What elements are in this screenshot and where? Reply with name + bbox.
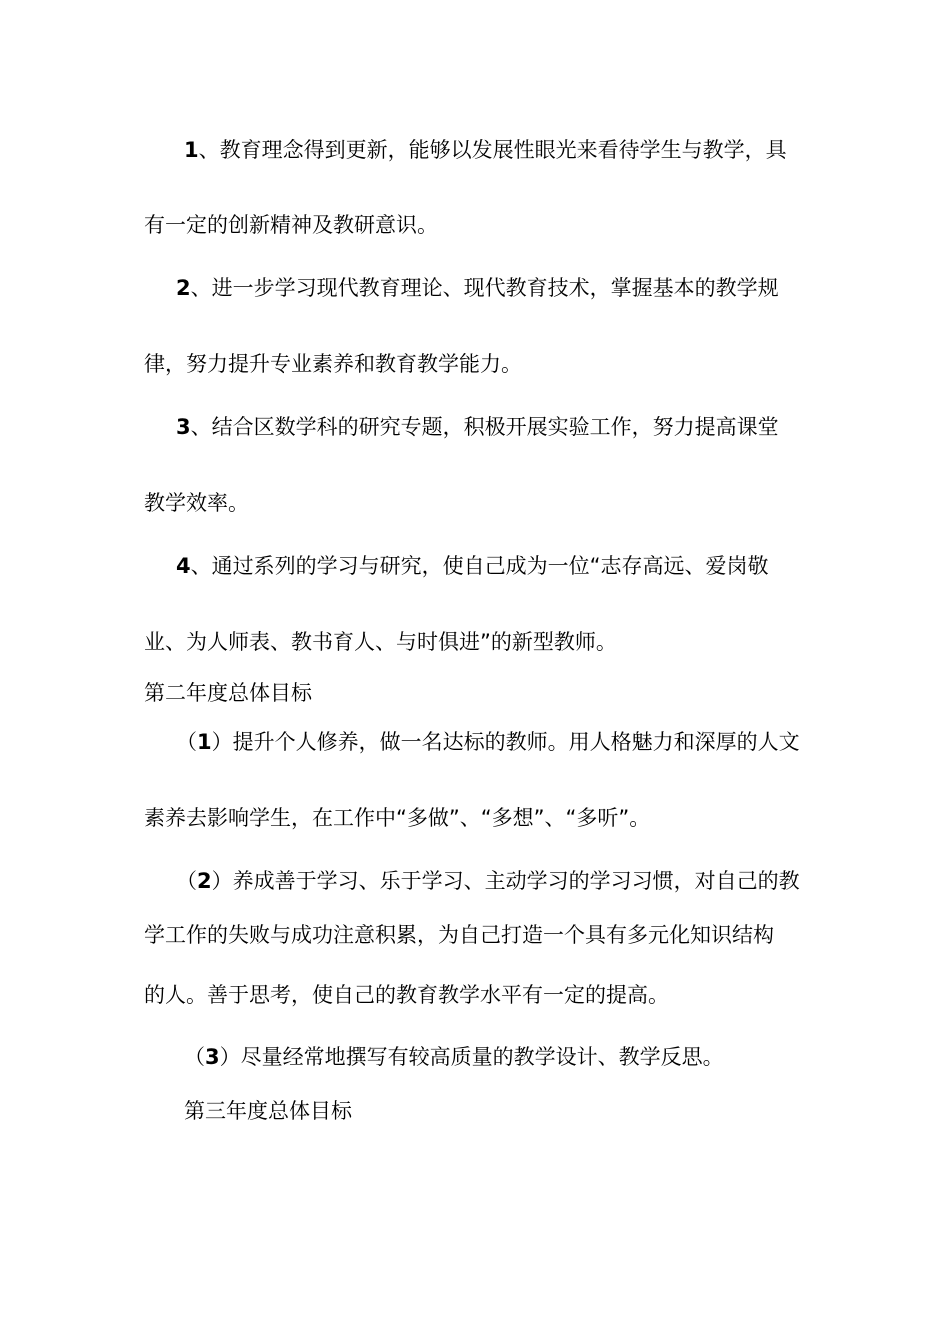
paragraph-4-line-2: 业、为人师表、教书育人、与时俱进”的新型教师。 <box>144 630 617 654</box>
paragraph-2-line-2: 律，努力提升专业素养和教育教学能力。 <box>144 352 522 376</box>
paragraph-text: 、结合区数学科的研究专题，积极开展实验工作，努力提高课堂 <box>190 415 779 439</box>
item-number: 2 <box>197 869 212 893</box>
paragraph-1-line-1 <box>184 135 814 165</box>
paragraph-2-line-1 <box>176 273 814 303</box>
open-paren: （ <box>176 730 197 754</box>
item-number: 1 <box>197 730 212 754</box>
paragraph-text: 、进一步学习现代教育理论、现代教育技术，掌握基本的教学规 <box>190 276 779 300</box>
goal-1-line-1 <box>176 727 814 757</box>
goal-2-line-3: 的人。善于思考，使自己的教育教学水平有一定的提高。 <box>144 983 669 1007</box>
goal-3-line-1 <box>184 1042 814 1072</box>
goal-2-line-1 <box>176 866 814 896</box>
paragraph-3-line-1 <box>176 412 814 442</box>
goal-1-line-2: 素养去影响学生，在工作中“多做”、“多想”、“多听”。 <box>144 806 651 830</box>
paragraph-text: 、通过系列的学习与研究，使自己成为一位“志存高远、爱岗敬 <box>190 554 769 578</box>
section-heading-year-3: 第三年度总体目标 <box>184 1099 352 1123</box>
paragraph-3-line-2: 教学效率。 <box>144 491 249 515</box>
item-number: 2 <box>176 276 191 300</box>
goal-text: ）养成善于学习、乐于学习、主动学习的学习习惯，对自己的教 <box>211 869 800 893</box>
goal-text: ）尽量经常地撰写有较高质量的教学设计、教学反思。 <box>219 1045 724 1069</box>
item-number: 1 <box>184 138 199 162</box>
goal-text: ）提升个人修养，做一名达标的教师。用人格魅力和深厚的人文 <box>211 730 800 754</box>
item-number: 3 <box>205 1045 220 1069</box>
goal-2-line-2: 学工作的失败与成功注意积累，为自己打造一个具有多元化知识结构 <box>144 923 774 947</box>
section-heading-year-2: 第二年度总体目标 <box>144 681 312 705</box>
item-number: 4 <box>176 554 191 578</box>
paragraph-4-line-1 <box>176 551 814 581</box>
paragraph-text: 、教育理念得到更新，能够以发展性眼光来看待学生与教学，具 <box>198 138 787 162</box>
item-number: 3 <box>176 415 191 439</box>
paragraph-1-line-2: 有一定的创新精神及教研意识。 <box>144 213 438 237</box>
open-paren: （ <box>184 1045 205 1069</box>
open-paren: （ <box>176 869 197 893</box>
